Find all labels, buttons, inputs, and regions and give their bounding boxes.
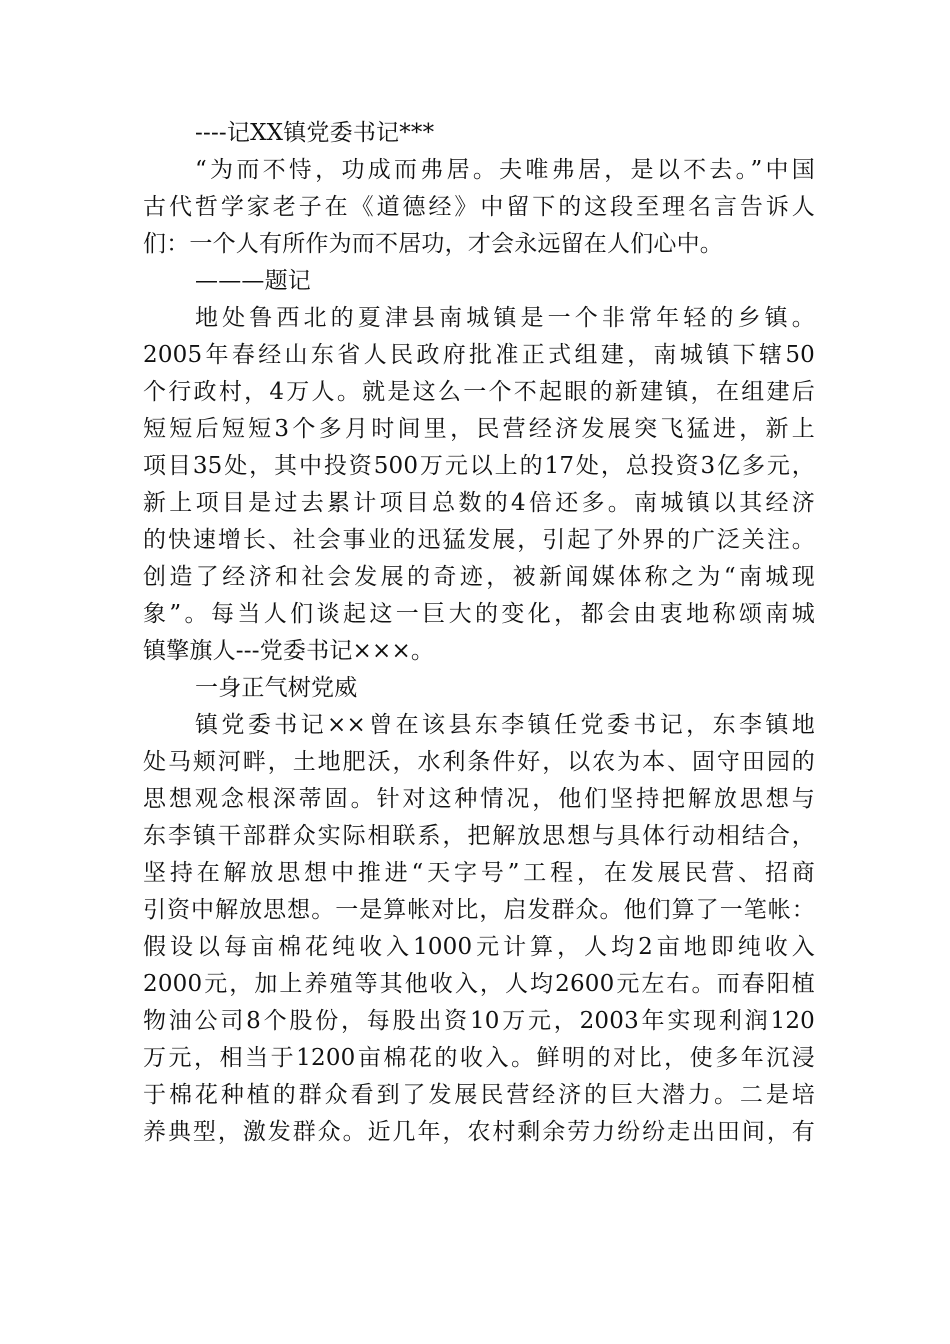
- paragraph-line: 镇擎旗人---党委书记×××。: [143, 638, 435, 664]
- article-body: [143, 115, 815, 1151]
- paragraph-line: 2000元，加上养殖等其他收入，人均2600元左右。而春阳植: [143, 971, 815, 997]
- paragraph-line: 于棉花种植的群众看到了发展民营经济的巨大潜力。二是培: [143, 1082, 815, 1108]
- paragraph-line: 物油公司8个股份，每股出资10万元，2003年实现利润120: [143, 1008, 815, 1034]
- epigraph-line: 古代哲学家老子在《道德经》中留下的这段至理名言告诉人: [143, 194, 815, 220]
- paragraph-line: 新上项目是过去累计项目总数的4倍还多。南城镇以其经济: [143, 490, 815, 516]
- epigraph-line: 们：一个人有所作为而不居功，才会永远留在人们心中。: [143, 231, 723, 257]
- paragraph-line: 2005年春经山东省人民政府批准正式组建，南城镇下辖50: [143, 342, 815, 368]
- epigraph-attribution: ———题记: [195, 268, 311, 294]
- paragraph-line: 象”。每当人们谈起这一巨大的变化，都会由衷地称颂南城: [143, 601, 815, 627]
- paragraph-line: 处马颊河畔，土地肥沃，水利条件好，以农为本、固守田园的: [143, 749, 815, 775]
- section-heading: 一身正气树党威: [195, 675, 358, 701]
- paragraph-line: 万元，相当于1200亩棉花的收入。鲜明的对比，使多年沉浸: [143, 1045, 815, 1071]
- paragraph-line: 养典型，激发群众。近几年，农村剩余劳力纷纷走出田间，有: [143, 1119, 815, 1145]
- paragraph-line: 思想观念根深蒂固。针对这种情况，他们坚持把解放思想与: [143, 786, 815, 812]
- paragraph-line: 个行政村，4万人。就是这么一个不起眼的新建镇，在组建后: [143, 379, 815, 405]
- paragraph-line: 假设以每亩棉花纯收入1000元计算，人均2亩地即纯收入: [143, 934, 815, 960]
- paragraph-line: 坚持在解放思想中推进“天字号”工程，在发展民营、招商: [143, 860, 815, 886]
- paragraph-line: 镇党委书记××曾在该县东李镇任党委书记，东李镇地: [195, 712, 815, 738]
- paragraph-line: 项目35处，其中投资500万元以上的17处，总投资3亿多元，: [143, 453, 815, 479]
- subtitle-line: ----记XX镇党委书记***: [195, 120, 435, 146]
- paragraph-line: 东李镇干部群众实际相联系，把解放思想与具体行动相结合，: [143, 823, 815, 849]
- epigraph-line: “为而不恃，功成而弗居。夫唯弗居，是以不去。”中国: [195, 157, 815, 183]
- paragraph-line: 地处鲁西北的夏津县南城镇是一个非常年轻的乡镇。: [195, 305, 815, 331]
- paragraph-line: 引资中解放思想。一是算帐对比，启发群众。他们算了一笔帐：: [143, 897, 815, 923]
- paragraph-line: 的快速增长、社会事业的迅猛发展，引起了外界的广泛关注。: [143, 527, 815, 553]
- paragraph-line: 创造了经济和社会发展的奇迹，被新闻媒体称之为“南城现: [143, 564, 815, 590]
- paragraph-line: 短短后短短3个多月时间里，民营经济发展突飞猛进，新上: [143, 416, 815, 442]
